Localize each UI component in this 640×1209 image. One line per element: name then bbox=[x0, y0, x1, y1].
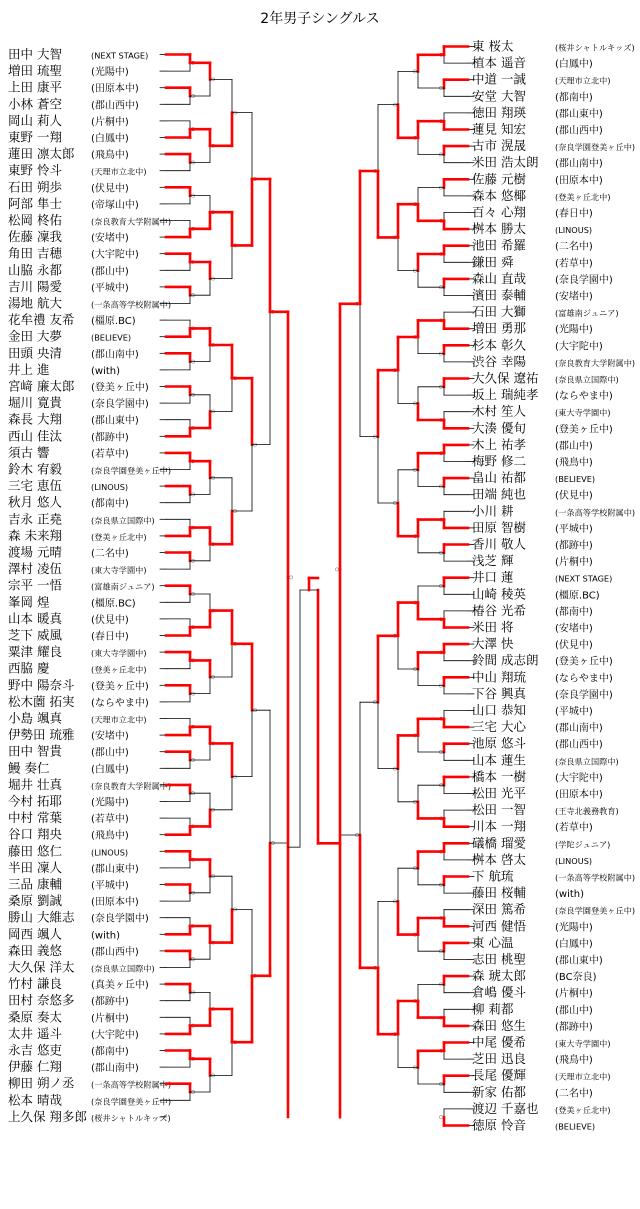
player-team: (都跡中) bbox=[555, 540, 593, 552]
player-team: (郡山南中) bbox=[555, 158, 603, 170]
player-name: 鈴木 宥毅 bbox=[8, 461, 62, 477]
player-name: 半田 凜人 bbox=[8, 859, 62, 875]
player-name: 古市 滉晟 bbox=[472, 138, 526, 154]
player-team: (大宇陀中) bbox=[91, 249, 139, 261]
player-team: (白鳳中) bbox=[91, 133, 129, 145]
player-team: (伏見中) bbox=[91, 183, 129, 195]
player-name: 岡西 颯人 bbox=[8, 926, 62, 942]
player-name: 森本 悠椰 bbox=[472, 187, 526, 203]
player-team: (奈良学園登美ヶ丘中) bbox=[555, 142, 636, 153]
player-name: 森田 義悠 bbox=[8, 942, 62, 958]
player-team: (飛鳥中) bbox=[555, 457, 593, 469]
player-team: (郡山西中) bbox=[91, 946, 139, 958]
player-name: 東野 一翔 bbox=[8, 129, 62, 145]
player-team: (奈良教育大学附属中) bbox=[91, 780, 172, 791]
player-name: 大澤 快 bbox=[472, 636, 514, 652]
player-team: (二名中) bbox=[91, 548, 129, 560]
player-team: (with) bbox=[91, 365, 121, 377]
player-name: 川本 一翔 bbox=[472, 818, 526, 834]
player-team: (伏見中) bbox=[555, 640, 593, 652]
player-team: (NEXT STAGE) bbox=[555, 573, 613, 584]
player-name: 池田 希羅 bbox=[472, 237, 526, 253]
player-team: (田原本中) bbox=[555, 175, 603, 187]
player-name: 西脇 慶 bbox=[8, 660, 50, 676]
player-name: 山脇 永都 bbox=[8, 262, 62, 278]
player-team: (若草中) bbox=[555, 822, 593, 834]
player-team: (都南中) bbox=[555, 92, 593, 104]
player-team: (平城中) bbox=[555, 706, 593, 718]
player-name: 澤村 凌伍 bbox=[8, 561, 62, 577]
player-name: 上田 康平 bbox=[8, 79, 62, 95]
player-name: 倉嶋 優斗 bbox=[472, 984, 526, 1000]
player-team: (光陽中) bbox=[91, 797, 129, 809]
player-name: 松本 晴哉 bbox=[8, 1092, 62, 1108]
player-name: 中村 常葉 bbox=[8, 810, 62, 826]
player-name: 藤田 悠仁 bbox=[8, 843, 62, 859]
player-team: (奈良学園中) bbox=[91, 399, 149, 411]
player-team: (登美ヶ丘中) bbox=[555, 656, 613, 668]
player-name: 渋谷 幸陽 bbox=[472, 353, 526, 369]
player-team: (登美ヶ丘中) bbox=[91, 681, 149, 693]
player-name: 木上 祐孝 bbox=[472, 436, 526, 452]
player-name: 渡辺 千嘉也 bbox=[472, 1100, 539, 1116]
player-team: (一条高等学校附属中) bbox=[91, 1079, 172, 1090]
player-team: (LINOUS) bbox=[91, 847, 129, 858]
player-name: 三宅 恵伍 bbox=[8, 478, 62, 494]
player-name: 宮﨑 廉太郎 bbox=[8, 378, 75, 394]
player-name: 森田 悠生 bbox=[472, 1017, 526, 1033]
player-team: (東大寺学園中) bbox=[91, 648, 147, 659]
player-team: (天理市立北中) bbox=[91, 714, 147, 725]
player-name: 上久保 翔多郎 bbox=[8, 1108, 87, 1124]
player-name: 志田 桃聖 bbox=[472, 951, 526, 967]
player-team: (都南中) bbox=[555, 606, 593, 618]
player-name: 鰻 奏仁 bbox=[8, 760, 50, 776]
player-name: 谷口 翔央 bbox=[8, 826, 62, 842]
player-team: (安堵中) bbox=[91, 233, 129, 245]
player-team: (BC奈良) bbox=[555, 972, 597, 984]
player-team: (LINOUS) bbox=[555, 855, 593, 866]
player-team: (伏見中) bbox=[91, 614, 129, 626]
player-name: 田原 智樹 bbox=[472, 519, 526, 535]
match-node bbox=[335, 568, 338, 571]
player-team: (郡山東中) bbox=[555, 955, 603, 967]
player-team: (帝塚山中) bbox=[91, 199, 139, 211]
player-team: (二名中) bbox=[555, 241, 593, 253]
player-team: (若草中) bbox=[91, 448, 129, 460]
player-team: (桜井シャトルキッズ) bbox=[91, 1112, 171, 1123]
player-name: 粟津 耀良 bbox=[8, 644, 62, 660]
player-name: 松岡 柊佑 bbox=[8, 212, 62, 228]
player-team: (大宇陀中) bbox=[555, 341, 603, 353]
player-name: 秋月 悠人 bbox=[8, 494, 62, 510]
player-team: (東大寺学園中) bbox=[555, 1038, 611, 1049]
player-team: (郡山南中) bbox=[91, 349, 139, 361]
player-team: (都跡中) bbox=[91, 996, 129, 1008]
player-name: 百々 心翔 bbox=[472, 204, 526, 220]
player-name: 森長 大翔 bbox=[8, 411, 62, 427]
player-name: 吉川 陽愛 bbox=[8, 278, 62, 294]
player-name: 植本 遥音 bbox=[472, 55, 526, 71]
player-name: 宗平 一悟 bbox=[8, 577, 62, 593]
player-name: 田中 大智 bbox=[8, 46, 62, 62]
player-team: (片桐中) bbox=[91, 1013, 129, 1025]
player-name: 田村 奈悠多 bbox=[8, 992, 75, 1008]
player-team: (登美ヶ丘北中) bbox=[91, 664, 147, 675]
player-name: 大久保 洋太 bbox=[8, 959, 75, 975]
player-name: 浅芝 輝 bbox=[472, 553, 514, 569]
player-team: (田原本中) bbox=[91, 897, 139, 909]
player-name: 河西 健悟 bbox=[472, 918, 526, 934]
player-name: 増田 勇那 bbox=[472, 320, 526, 336]
player-name: 峯岡 煌 bbox=[8, 594, 50, 610]
player-team: (若草中) bbox=[91, 814, 129, 826]
player-team: (二名中) bbox=[555, 1088, 593, 1100]
player-team: (富雄南ジュニア) bbox=[91, 581, 155, 592]
player-name: 松木薗 拓実 bbox=[8, 693, 75, 709]
player-team: (郡山中) bbox=[91, 266, 129, 278]
player-team: (NEXT STAGE) bbox=[91, 50, 149, 61]
player-name: 橋本 一樹 bbox=[472, 768, 526, 784]
player-team: (奈良教育大学附属中) bbox=[555, 357, 636, 368]
player-name: 桝本 勝太 bbox=[472, 221, 526, 237]
player-team: (富雄南ジュニア) bbox=[555, 308, 619, 319]
player-name: 坂上 瑞純孝 bbox=[472, 387, 539, 403]
player-name: 吉永 正堯 bbox=[8, 511, 62, 527]
player-name: 新家 佑都 bbox=[472, 1084, 526, 1100]
player-team: (奈良学園中) bbox=[91, 913, 149, 925]
player-team: (郡山東中) bbox=[91, 415, 139, 427]
player-team: (春日中) bbox=[555, 208, 593, 220]
player-name: 石田 大獅 bbox=[472, 304, 526, 320]
player-team: (郡山西中) bbox=[555, 739, 603, 751]
player-team: (安堵中) bbox=[555, 623, 593, 635]
player-team: (天理市立北中) bbox=[555, 1071, 611, 1082]
player-name: 桝本 啓太 bbox=[472, 851, 526, 867]
player-name: 竹村 謙良 bbox=[8, 976, 62, 992]
player-team: (奈良学園登美ヶ丘中) bbox=[555, 905, 636, 916]
player-team: (伏見中) bbox=[555, 490, 593, 502]
player-team: (奈良県立国際中) bbox=[91, 515, 155, 526]
player-name: 池原 悠斗 bbox=[472, 735, 526, 751]
player-name: 中尾 優希 bbox=[472, 1034, 526, 1050]
player-team: (郡山西中) bbox=[555, 125, 603, 137]
player-name: 芝田 迅良 bbox=[472, 1051, 526, 1067]
player-team: (LINOUS) bbox=[91, 482, 129, 493]
player-name: 深田 篤希 bbox=[472, 901, 526, 917]
player-name: 堀井 壮真 bbox=[8, 776, 62, 792]
player-name: 山本 蓮生 bbox=[472, 752, 526, 768]
player-team: (東大寺学園中) bbox=[91, 565, 147, 576]
player-team: (登美ヶ丘北中) bbox=[555, 1104, 611, 1115]
player-team: (BELIEVE) bbox=[555, 474, 596, 485]
player-team: (都跡中) bbox=[555, 1021, 593, 1033]
player-name: 小林 蒼空 bbox=[8, 96, 62, 112]
player-name: 下谷 興真 bbox=[472, 685, 526, 701]
player-name: 小島 颯真 bbox=[8, 710, 62, 726]
player-name: 三宅 大心 bbox=[472, 719, 526, 735]
player-name: 芝下 威風 bbox=[8, 627, 62, 643]
player-team: (郡山南中) bbox=[555, 723, 603, 735]
player-team: (登美ヶ丘北中) bbox=[91, 531, 147, 542]
player-name: 木村 笙人 bbox=[472, 403, 526, 419]
player-name: 佐藤 元樹 bbox=[472, 171, 526, 187]
player-name: 山本 暖真 bbox=[8, 610, 62, 626]
player-team: (安堵中) bbox=[91, 731, 129, 743]
player-team: (平城中) bbox=[91, 880, 129, 892]
player-team: (一条高等学校附属中) bbox=[555, 507, 636, 518]
player-name: 鎌田 舜 bbox=[472, 254, 514, 270]
player-name: 角田 吉穂 bbox=[8, 245, 62, 261]
player-name: 永吉 悠吏 bbox=[8, 1042, 62, 1058]
player-name: 大湊 優旬 bbox=[472, 420, 526, 436]
player-name: 米田 将 bbox=[472, 619, 514, 635]
player-team: (真美ヶ丘中) bbox=[91, 980, 149, 992]
player-name: 柳 莉都 bbox=[472, 1001, 514, 1017]
player-name: 徳田 翔瑛 bbox=[472, 104, 526, 120]
player-name: 三品 康輔 bbox=[8, 876, 62, 892]
player-name: 藤田 桜輔 bbox=[472, 885, 526, 901]
player-name: 蓮見 知宏 bbox=[472, 121, 526, 137]
player-team: (天理市立北中) bbox=[555, 75, 611, 86]
player-name: 野中 陽奈斗 bbox=[8, 677, 75, 693]
player-team: (奈良教育大学附属中) bbox=[91, 216, 172, 227]
player-team: (奈良県立国際中) bbox=[555, 756, 619, 767]
player-name: 勝山 大維志 bbox=[8, 909, 75, 925]
player-name: 阿部 隼士 bbox=[8, 195, 62, 211]
player-team: (王寺北義務教育) bbox=[555, 806, 619, 817]
player-name: 東 心温 bbox=[472, 934, 514, 950]
player-team: (飛鳥中) bbox=[555, 1055, 593, 1067]
player-name: 佐藤 凜我 bbox=[8, 229, 62, 245]
player-name: 礒橋 瑠愛 bbox=[472, 835, 526, 851]
player-team: (郡山南中) bbox=[91, 1063, 139, 1075]
player-name: 柳田 朔ノ丞 bbox=[8, 1075, 75, 1091]
player-team: (学陀ジュニア) bbox=[555, 839, 611, 850]
match-node bbox=[289, 576, 292, 579]
player-name: 松田 一智 bbox=[472, 802, 526, 818]
player-team: (with) bbox=[555, 889, 585, 901]
player-team: (片桐中) bbox=[91, 116, 129, 128]
player-name: 杉本 彰久 bbox=[472, 337, 526, 353]
player-team: (都南中) bbox=[91, 498, 129, 510]
player-name: 増田 琉聖 bbox=[8, 63, 62, 79]
player-team: (光陽中) bbox=[91, 67, 129, 79]
player-name: 桑原 劉誠 bbox=[8, 893, 62, 909]
player-team: (郡山東中) bbox=[555, 108, 603, 120]
player-team: (都南中) bbox=[91, 1046, 129, 1058]
player-team: (登美ヶ丘中) bbox=[555, 424, 613, 436]
player-team: (一条高等学校附属中) bbox=[555, 872, 636, 883]
player-name: 金田 大夢 bbox=[8, 328, 62, 344]
player-team: (大宇陀中) bbox=[91, 1029, 139, 1041]
player-name: 井口 蓮 bbox=[472, 569, 514, 585]
player-team: (平城中) bbox=[91, 282, 129, 294]
player-name: 太井 遥斗 bbox=[8, 1025, 62, 1041]
player-team: (ならやま中) bbox=[91, 697, 149, 709]
player-name: 桑原 奏太 bbox=[8, 1009, 62, 1025]
player-name: 米田 浩太朗 bbox=[472, 154, 539, 170]
player-team: (郡山西中) bbox=[91, 100, 139, 112]
player-team: (白鳳中) bbox=[555, 938, 593, 950]
player-name: 西山 佳汰 bbox=[8, 428, 62, 444]
player-name: 香川 敬人 bbox=[472, 536, 526, 552]
player-team: (安堵中) bbox=[555, 291, 593, 303]
player-team: (橿原.BC) bbox=[91, 316, 136, 328]
player-name: 田中 智貴 bbox=[8, 743, 62, 759]
player-team: (田原本中) bbox=[555, 789, 603, 801]
player-team: (田原本中) bbox=[91, 83, 139, 95]
player-team: (平城中) bbox=[555, 523, 593, 535]
player-team: (大宇陀中) bbox=[555, 772, 603, 784]
player-team: (天理市立北中) bbox=[91, 166, 147, 177]
player-name: 蓮田 凛太郎 bbox=[8, 146, 75, 162]
player-team: (奈良県立国際中) bbox=[555, 374, 619, 385]
player-team: (白鳳中) bbox=[91, 764, 129, 776]
player-name: 花牟禮 友希 bbox=[8, 312, 75, 328]
player-name: 井上 進 bbox=[8, 361, 50, 377]
player-name: 須古 響 bbox=[8, 444, 50, 460]
player-team: (片桐中) bbox=[555, 557, 593, 569]
player-name: 長尾 優輝 bbox=[472, 1067, 526, 1083]
player-name: 森山 直哉 bbox=[472, 270, 526, 286]
player-team: (飛鳥中) bbox=[91, 830, 129, 842]
player-name: 山崎 稜英 bbox=[472, 586, 526, 602]
player-team: (with) bbox=[91, 930, 121, 942]
player-team: (光陽中) bbox=[555, 324, 593, 336]
player-name: 下 航琉 bbox=[472, 868, 514, 884]
player-team: (飛鳥中) bbox=[91, 150, 129, 162]
player-name: 松田 光平 bbox=[472, 785, 526, 801]
player-name: 東 桜太 bbox=[472, 38, 514, 54]
player-name: 中山 翔琉 bbox=[472, 669, 526, 685]
player-team: (郡山中) bbox=[555, 440, 593, 452]
player-team: (登美ヶ丘北中) bbox=[555, 191, 611, 202]
page-title: 2年男子シングルス bbox=[260, 11, 380, 27]
player-team: (登美ヶ丘中) bbox=[91, 382, 149, 394]
player-team: (橿原.BC) bbox=[555, 590, 600, 602]
player-name: 山口 恭知 bbox=[472, 702, 526, 718]
match-node bbox=[439, 1116, 442, 1119]
player-name: 中道 一誠 bbox=[472, 71, 526, 87]
player-name: 畠山 祐都 bbox=[472, 470, 526, 486]
player-team: (春日中) bbox=[91, 631, 129, 643]
player-name: 湯地 航大 bbox=[8, 295, 62, 311]
player-name: 田端 純也 bbox=[472, 486, 526, 502]
player-team: (BELIEVE) bbox=[91, 332, 132, 343]
player-team: (BELIEVE) bbox=[555, 1121, 596, 1132]
player-name: 安堂 大智 bbox=[472, 88, 526, 104]
player-name: 鈴間 成志朗 bbox=[472, 652, 539, 668]
player-name: 伊藤 仁翔 bbox=[8, 1059, 62, 1075]
player-name: 森 琥太郎 bbox=[472, 968, 526, 984]
player-team: (桜井シャトルキッズ) bbox=[555, 42, 635, 53]
player-team: (若草中) bbox=[555, 258, 593, 270]
player-team: (奈良学園登美ヶ丘中) bbox=[91, 465, 172, 476]
player-team: (光陽中) bbox=[555, 922, 593, 934]
player-name: 森 未来翔 bbox=[8, 527, 62, 543]
player-name: 徳原 怜音 bbox=[472, 1117, 526, 1133]
player-name: 渡場 元晴 bbox=[8, 544, 62, 560]
player-team: (片桐中) bbox=[555, 988, 593, 1000]
player-name: 椿谷 光希 bbox=[472, 602, 526, 618]
player-name: 濱田 泰輔 bbox=[472, 287, 526, 303]
player-name: 石田 朔歩 bbox=[8, 179, 62, 195]
player-team: (奈良学園登美ヶ丘中) bbox=[91, 1096, 172, 1107]
player-team: (一条高等学校附属中) bbox=[91, 299, 172, 310]
player-team: (橿原.BC) bbox=[91, 598, 136, 610]
player-name: 岡山 莉人 bbox=[8, 112, 62, 128]
player-team: (ならやま中) bbox=[555, 673, 613, 685]
player-name: 田頭 央清 bbox=[8, 345, 62, 361]
player-team: (郡山東中) bbox=[91, 863, 139, 875]
player-team: (白鳳中) bbox=[555, 59, 593, 71]
player-team: (奈良県立国際中) bbox=[91, 963, 155, 974]
player-team: (奈良学園中) bbox=[555, 274, 613, 286]
player-name: 堀川 寛貴 bbox=[8, 395, 62, 411]
player-name: 今村 拓耶 bbox=[8, 793, 62, 809]
player-team: (LINOUS) bbox=[555, 225, 593, 236]
player-name: 小川 耕 bbox=[472, 503, 514, 519]
player-team: (東大寺学園中) bbox=[555, 407, 611, 418]
player-name: 東野 怜斗 bbox=[8, 162, 62, 178]
player-team: (奈良学園中) bbox=[555, 689, 613, 701]
player-team: (都跡中) bbox=[91, 432, 129, 444]
player-name: 伊勢田 琉雅 bbox=[8, 727, 75, 743]
player-team: (郡山中) bbox=[91, 747, 129, 759]
player-name: 梅野 修二 bbox=[472, 453, 526, 469]
player-team: (郡山中) bbox=[555, 1005, 593, 1017]
player-name: 大久保 遼祐 bbox=[472, 370, 539, 386]
player-team: (ならやま中) bbox=[555, 391, 613, 403]
